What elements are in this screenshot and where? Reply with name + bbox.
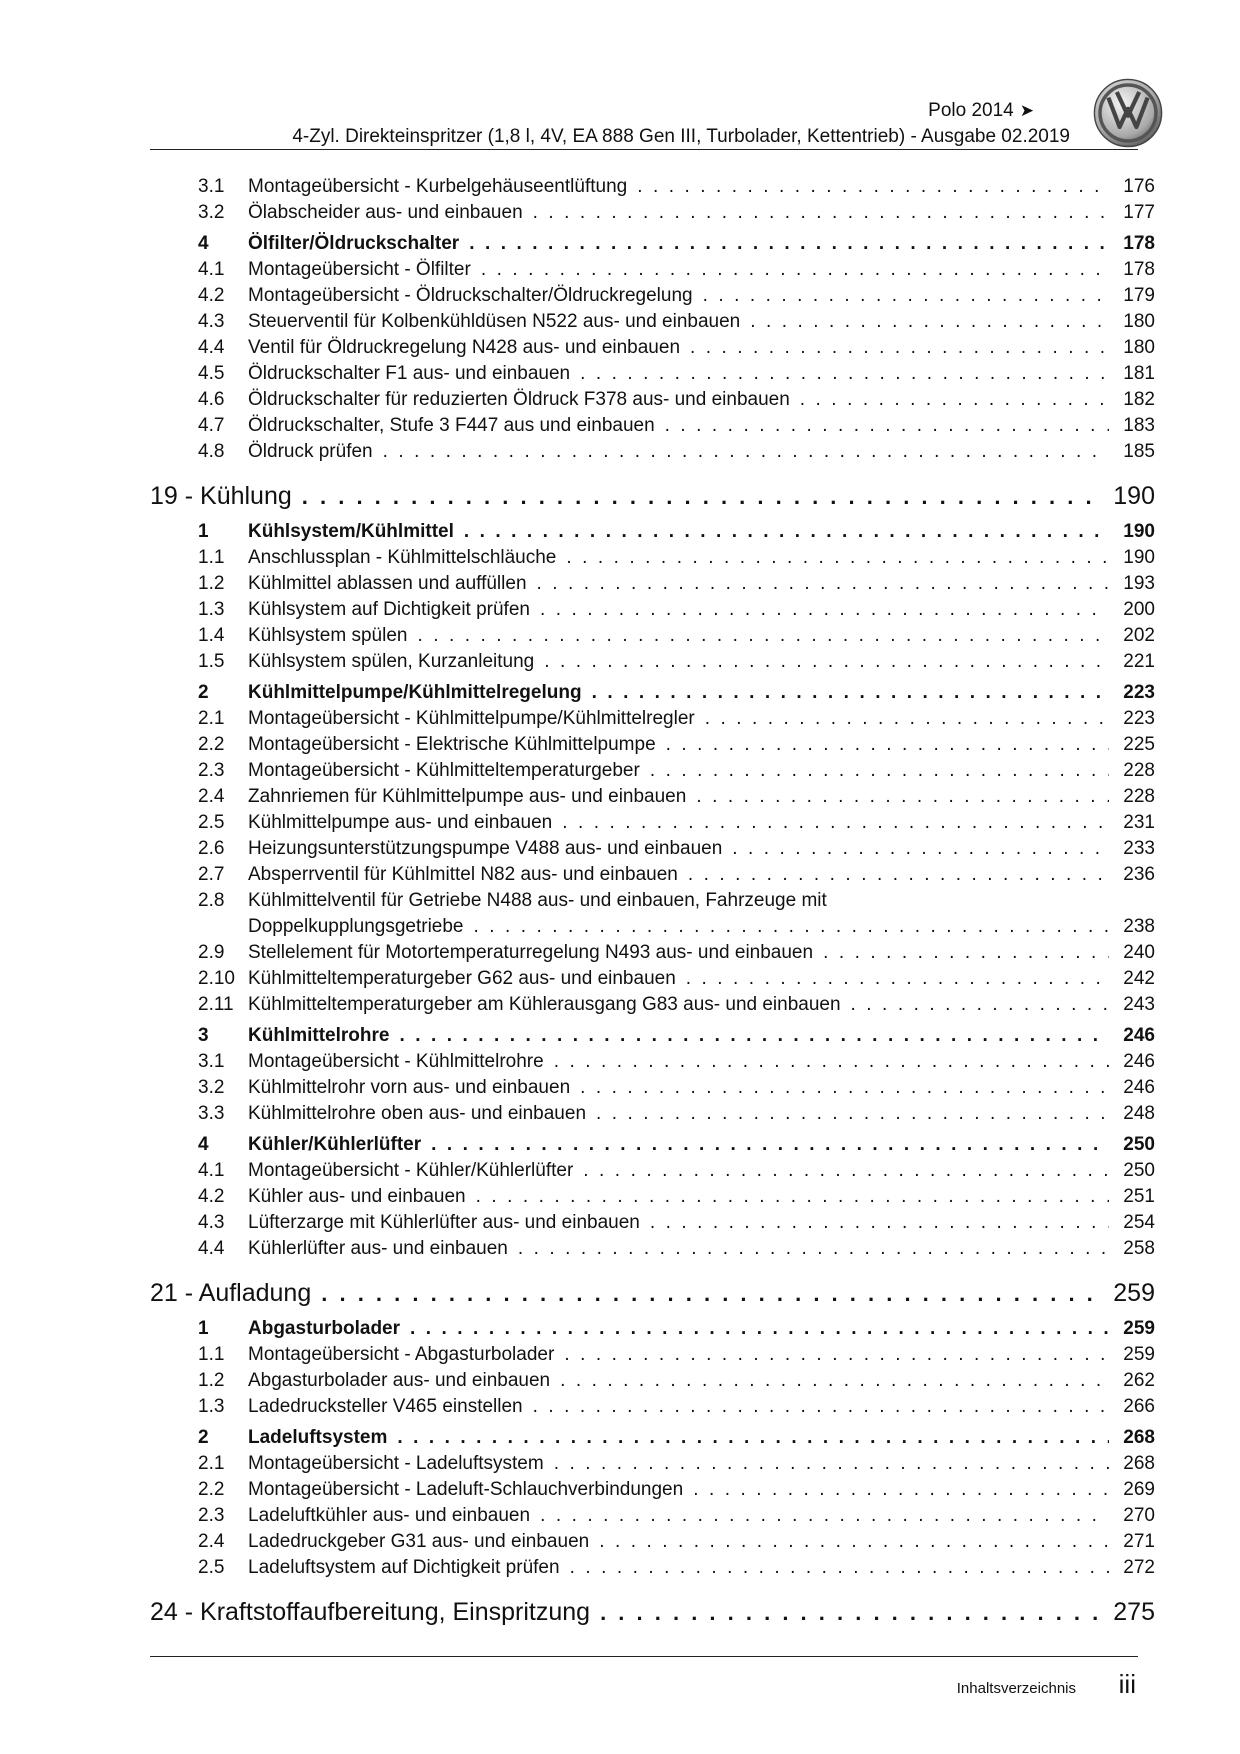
header-divider [150, 149, 1138, 150]
toc-page: 254 [1123, 1212, 1155, 1233]
toc-page: 268 [1123, 1427, 1155, 1448]
toc-entry[interactable] [150, 1049, 1155, 1075]
dot-leader [540, 597, 1109, 623]
dot-leader [469, 231, 1109, 257]
toc-number: 2.5 [198, 1557, 225, 1578]
dot-leader [570, 1555, 1109, 1581]
dot-leader [690, 335, 1109, 361]
toc-page: 233 [1123, 838, 1155, 859]
dot-leader [474, 914, 1110, 940]
dot-leader [688, 862, 1109, 888]
dot-leader [540, 1503, 1109, 1529]
dot-leader [666, 732, 1109, 758]
toc-number: 4.7 [198, 415, 225, 436]
toc-entry[interactable] [150, 439, 1155, 465]
toc-number: 3.1 [198, 176, 225, 197]
toc-page: 268 [1123, 1453, 1155, 1474]
toc-title: Kühlsystem/Kühlmittel [248, 521, 454, 542]
dot-leader [562, 810, 1109, 836]
toc-entry[interactable] [150, 1101, 1155, 1127]
toc-entry[interactable] [150, 1342, 1155, 1368]
toc-page: 269 [1123, 1479, 1155, 1500]
toc-number: 4.8 [198, 441, 225, 462]
toc-page: 182 [1123, 389, 1155, 410]
toc-page: 259 [1113, 1279, 1155, 1307]
toc-number: 1.3 [198, 599, 225, 620]
dot-leader [518, 1236, 1109, 1262]
dot-leader [686, 966, 1109, 992]
dot-leader [650, 758, 1109, 784]
toc-title: Kühlmitteltemperaturgeber G62 aus- und einbauen [248, 968, 676, 989]
toc-title: Kühlsystem spülen, Kurzanleitung [248, 651, 535, 672]
toc-page: 262 [1123, 1370, 1155, 1391]
toc-page: 177 [1123, 202, 1155, 223]
toc-page: 246 [1123, 1051, 1155, 1072]
toc-page: 271 [1123, 1531, 1155, 1552]
toc-entry[interactable] [150, 571, 1155, 597]
toc-entry[interactable] [150, 361, 1155, 387]
toc-title-continuation: Doppelkupplungsgetriebe [248, 916, 464, 937]
toc-title: Kühlsystem auf Dichtigkeit prüfen [248, 599, 530, 620]
toc-number: 1.1 [198, 1344, 225, 1365]
toc-title: Ölabscheider aus- und einbauen [248, 202, 523, 223]
toc-entry[interactable] [150, 862, 1155, 888]
dot-leader [397, 1425, 1109, 1451]
toc-number: 4.3 [198, 1212, 225, 1233]
toc-number: 4 [198, 1134, 209, 1155]
toc-page: 190 [1123, 547, 1155, 568]
dot-leader [321, 1277, 1103, 1311]
toc-page: 181 [1123, 363, 1155, 384]
dot-leader [600, 1596, 1103, 1630]
toc-section[interactable] [150, 680, 1155, 706]
toc-number: 2.1 [198, 1453, 225, 1474]
toc-entry[interactable] [150, 784, 1155, 810]
footer-page-number: iii [1118, 1669, 1136, 1699]
toc-entry[interactable] [150, 413, 1155, 439]
toc-page: 228 [1123, 760, 1155, 781]
toc-chapter[interactable] [150, 1595, 1155, 1630]
footer-divider [150, 1656, 1138, 1657]
dot-leader [596, 1101, 1109, 1127]
toc-page: 190 [1123, 521, 1155, 542]
toc-entry[interactable] [150, 1529, 1155, 1555]
next-arrow-icon: ➤ [1019, 101, 1034, 120]
toc-number: 2.8 [198, 890, 225, 911]
toc-page: 231 [1123, 812, 1155, 833]
toc-entry[interactable] [150, 545, 1155, 571]
toc-page: 193 [1123, 573, 1155, 594]
toc-number: 2 [198, 1427, 209, 1448]
dot-leader [417, 623, 1109, 649]
dot-leader [399, 1023, 1109, 1049]
toc-title: Montageübersicht - Kurbelgehäuseentlüftung [248, 176, 628, 197]
toc-title: Montageübersicht - Kühlmittelrohre [248, 1051, 544, 1072]
toc-page: 250 [1123, 1134, 1155, 1155]
toc-entry[interactable] [150, 1503, 1155, 1529]
toc-number: 1.4 [198, 625, 225, 646]
toc-entry[interactable] [150, 257, 1155, 283]
toc-title: Montageübersicht - Ladeluft-Schlauchverbindungen [248, 1479, 684, 1500]
toc-title: Kühlerlüfter aus- und einbauen [248, 1238, 508, 1259]
toc-entry[interactable] [150, 1184, 1155, 1210]
dot-leader [592, 680, 1109, 706]
toc-page: 202 [1123, 625, 1155, 646]
toc-entry[interactable] [150, 1368, 1155, 1394]
toc-page: 251 [1123, 1186, 1155, 1207]
toc-title: Ladedruckgeber G31 aus- und einbauen [248, 1531, 590, 1552]
header-model [928, 100, 1034, 122]
dot-leader [564, 1342, 1109, 1368]
toc-number: 1.2 [198, 1370, 225, 1391]
toc-title: Lüfterzarge mit Kühlerlüfter aus- und einbauen [248, 1212, 640, 1233]
toc-number: 4.5 [198, 363, 225, 384]
toc-page: 266 [1123, 1396, 1155, 1417]
toc-number: 1.2 [198, 573, 225, 594]
toc-section[interactable] [150, 231, 1155, 257]
toc-entry[interactable] [150, 1394, 1155, 1420]
toc-entry[interactable] [150, 597, 1155, 623]
toc-page: 246 [1123, 1025, 1155, 1046]
toc-entry[interactable] [150, 387, 1155, 413]
toc-page: 250 [1123, 1160, 1155, 1181]
toc-title: Ladedrucksteller V465 einstellen [248, 1396, 523, 1417]
toc-page: 242 [1123, 968, 1155, 989]
toc-page: 258 [1123, 1238, 1155, 1259]
toc-number: 4.3 [198, 311, 225, 332]
toc-title: Kühlmittelrohre [248, 1025, 390, 1046]
toc-title: Montageübersicht - Ölfilter [248, 259, 471, 280]
dot-leader [481, 257, 1109, 283]
toc-page: 236 [1123, 864, 1155, 885]
toc-title: Kühlmittelrohre oben aus- und einbauen [248, 1103, 587, 1124]
dot-leader [464, 519, 1109, 545]
dot-leader [533, 200, 1109, 226]
toc-page: 179 [1123, 285, 1155, 306]
dot-leader [732, 836, 1109, 862]
dot-leader [703, 283, 1109, 309]
dot-leader [554, 1049, 1109, 1075]
toc-number: 4.6 [198, 389, 225, 410]
dot-leader [533, 1394, 1109, 1420]
toc-page: 243 [1123, 994, 1155, 1015]
table-of-contents [150, 174, 1155, 1632]
dot-leader [599, 1529, 1109, 1555]
toc-entry[interactable] [150, 309, 1155, 335]
toc-section[interactable] [150, 1425, 1155, 1451]
toc-title: Montageübersicht - Kühlmittelpumpe/Kühlmittelregler [248, 708, 695, 729]
toc-page: 223 [1123, 682, 1155, 703]
toc-title: Stellelement für Motortemperaturregelung N493 aus- und einbauen [248, 942, 814, 963]
toc-title: Absperrventil für Kühlmittel N82 aus- und einbauen [248, 864, 678, 885]
toc-title: Zahnriemen für Kühlmittelpumpe aus- und einbauen [248, 786, 687, 807]
dot-leader [302, 480, 1104, 514]
toc-title: Heizungsunterstützungspumpe V488 aus- und einbauen [248, 838, 723, 859]
toc-page: 259 [1123, 1318, 1155, 1339]
toc-page: 178 [1123, 259, 1155, 280]
toc-entry[interactable] [150, 200, 1155, 226]
toc-number: 1 [198, 1318, 209, 1339]
toc-title: Abgasturbolader aus- und einbauen [248, 1370, 551, 1391]
toc-title: Öldruck prüfen [248, 441, 373, 462]
toc-entry[interactable] [150, 836, 1155, 862]
toc-title: Kühlmittelventil für Getriebe N488 aus- und einbauen, Fahrzeuge mit [248, 890, 827, 911]
toc-number: 1.3 [198, 1396, 225, 1417]
toc-number: 4.1 [198, 259, 225, 280]
toc-title: Montageübersicht - Ladeluftsystem [248, 1453, 544, 1474]
toc-entry-continuation[interactable] [150, 914, 1155, 940]
toc-number: 2.4 [198, 1531, 225, 1552]
toc-title: 24 - Kraftstoffaufbereitung, Einspritzung [150, 1598, 591, 1626]
toc-number: 1 [198, 521, 209, 542]
toc-number: 3.2 [198, 1077, 225, 1098]
toc-title: Ölfilter/Öldruckschalter [248, 233, 460, 254]
toc-section[interactable] [150, 1023, 1155, 1049]
toc-entry[interactable] [150, 1158, 1155, 1184]
toc-title: Montageübersicht - Elektrische Kühlmittelpumpe [248, 734, 656, 755]
toc-number: 2.4 [198, 786, 225, 807]
toc-page: 200 [1123, 599, 1155, 620]
toc-title: Steuerventil für Kolbenkühldüsen N522 aus- und einbauen [248, 311, 741, 332]
toc-entry[interactable] [150, 1555, 1155, 1581]
toc-page: 246 [1123, 1077, 1155, 1098]
toc-title: Anschlussplan - Kühlmittelschläuche [248, 547, 557, 568]
toc-page: 238 [1123, 916, 1155, 937]
dot-leader [650, 1210, 1109, 1236]
toc-title: Ladeluftsystem [248, 1427, 388, 1448]
toc-title: Montageübersicht - Öldruckschalter/Öldruckregelung [248, 285, 693, 306]
toc-title: 21 - Aufladung [150, 1279, 312, 1307]
toc-entry[interactable] [150, 335, 1155, 361]
toc-page: 248 [1123, 1103, 1155, 1124]
toc-page: 223 [1123, 708, 1155, 729]
dot-leader [693, 1477, 1109, 1503]
toc-number: 2 [198, 682, 209, 703]
dot-leader [537, 571, 1109, 597]
toc-title: Kühler/Kühlerlüfter [248, 1134, 422, 1155]
dot-leader [851, 992, 1109, 1018]
dot-leader [431, 1132, 1109, 1158]
toc-number: 2.1 [198, 708, 225, 729]
dot-leader [580, 1075, 1109, 1101]
toc-page: 180 [1123, 311, 1155, 332]
toc-number: 4.4 [198, 337, 225, 358]
toc-title: Kühlmitteltemperaturgeber am Kühlerausgang G83 aus- und einbauen [248, 994, 841, 1015]
toc-page: 178 [1123, 233, 1155, 254]
dot-leader [705, 706, 1109, 732]
toc-number: 2.10 [198, 968, 235, 989]
toc-entry[interactable] [150, 174, 1155, 200]
dot-leader [383, 439, 1109, 465]
toc-entry[interactable] [150, 649, 1155, 675]
toc-page: 225 [1123, 734, 1155, 755]
dot-leader [554, 1451, 1109, 1477]
toc-page: 270 [1123, 1505, 1155, 1526]
toc-title: Kühlmittel ablassen und auffüllen [248, 573, 527, 594]
dot-leader [476, 1184, 1109, 1210]
toc-entry[interactable] [150, 940, 1155, 966]
toc-title: Kühlsystem spülen [248, 625, 408, 646]
toc-entry[interactable] [150, 1210, 1155, 1236]
toc-number: 2.11 [198, 994, 234, 1015]
toc-page: 180 [1123, 337, 1155, 358]
toc-number: 3.2 [198, 202, 225, 223]
toc-title: Ventil für Öldruckregelung N428 aus- und einbauen [248, 337, 681, 358]
toc-number: 2.3 [198, 760, 225, 781]
toc-entry[interactable] [150, 1451, 1155, 1477]
toc-number: 2.6 [198, 838, 225, 859]
toc-title: Montageübersicht - Kühlmitteltemperaturgeber [248, 760, 640, 781]
vw-logo-icon [1093, 78, 1163, 148]
dot-leader [800, 387, 1109, 413]
dot-leader [566, 545, 1109, 571]
toc-number: 1.5 [198, 651, 225, 672]
toc-entry[interactable] [150, 966, 1155, 992]
toc-title: Öldruckschalter für reduzierten Öldruck F378 aus- und einbauen [248, 389, 790, 410]
toc-title: Montageübersicht - Kühler/Kühlerlüfter [248, 1160, 574, 1181]
toc-title: Abgasturbolader [248, 1318, 401, 1339]
toc-number: 4.1 [198, 1160, 225, 1181]
toc-page: 272 [1123, 1557, 1155, 1578]
dot-leader [580, 361, 1109, 387]
toc-page: 221 [1123, 651, 1155, 672]
toc-entry[interactable] [150, 623, 1155, 649]
toc-title: Kühlmittelpumpe/Kühlmittelregelung [248, 682, 582, 703]
dot-leader [665, 413, 1109, 439]
toc-page: 183 [1123, 415, 1155, 436]
toc-number: 3.3 [198, 1103, 225, 1124]
toc-entry[interactable] [150, 1236, 1155, 1262]
toc-entry[interactable] [150, 732, 1155, 758]
toc-number: 2.9 [198, 942, 225, 963]
toc-page: 228 [1123, 786, 1155, 807]
toc-section[interactable] [150, 1132, 1155, 1158]
toc-section[interactable] [150, 1316, 1155, 1342]
toc-title: Ladeluftsystem auf Dichtigkeit prüfen [248, 1557, 560, 1578]
toc-title: Kühlmittelrohr vorn aus- und einbauen [248, 1077, 571, 1098]
toc-entry[interactable] [150, 888, 1155, 914]
dot-leader [410, 1316, 1109, 1342]
toc-number: 2.2 [198, 734, 225, 755]
dot-leader [823, 940, 1109, 966]
toc-entry[interactable] [150, 706, 1155, 732]
toc-entry[interactable] [150, 1075, 1155, 1101]
toc-title: Öldruckschalter F1 aus- und einbauen [248, 363, 571, 384]
model-title: Polo 2014 [928, 100, 1014, 121]
toc-page: 259 [1123, 1344, 1155, 1365]
toc-page: 275 [1113, 1598, 1155, 1626]
footer-label: Inhaltsverzeichnis [956, 1680, 1076, 1697]
toc-number: 4.4 [198, 1238, 225, 1259]
dot-leader [583, 1158, 1109, 1184]
toc-number: 2.2 [198, 1479, 225, 1500]
toc-number: 3.1 [198, 1051, 225, 1072]
dot-leader [560, 1368, 1109, 1394]
header-subtitle: 4-Zyl. Direkteinspritzer (1,8 l, 4V, EA 888 Gen III, Turbolader, Kettentrieb) - Ausgabe 02.2019 [292, 126, 1070, 147]
toc-number: 3 [198, 1025, 209, 1046]
toc-number: 4.2 [198, 1186, 225, 1207]
toc-entry[interactable] [150, 758, 1155, 784]
toc-entry[interactable] [150, 1477, 1155, 1503]
dot-leader [637, 174, 1109, 200]
toc-entry[interactable] [150, 810, 1155, 836]
toc-number: 2.7 [198, 864, 225, 885]
toc-page: 185 [1123, 441, 1155, 462]
toc-number: 4 [198, 233, 209, 254]
toc-title: Ladeluftkühler aus- und einbauen [248, 1505, 531, 1526]
toc-entry[interactable] [150, 283, 1155, 309]
toc-title: Öldruckschalter, Stufe 3 F447 aus und einbauen [248, 415, 655, 436]
toc-number: 2.5 [198, 812, 225, 833]
toc-number: 4.2 [198, 285, 225, 306]
toc-title: 19 - Kühlung [150, 482, 292, 510]
toc-number: 2.3 [198, 1505, 225, 1526]
toc-entry[interactable] [150, 992, 1155, 1018]
dot-leader [750, 309, 1109, 335]
toc-page: 190 [1113, 482, 1155, 510]
dot-leader [696, 784, 1109, 810]
toc-title: Kühler aus- und einbauen [248, 1186, 466, 1207]
toc-chapter[interactable] [150, 1276, 1155, 1311]
toc-page: 240 [1123, 942, 1155, 963]
toc-section[interactable] [150, 519, 1155, 545]
toc-page: 176 [1123, 176, 1155, 197]
dot-leader [544, 649, 1109, 675]
toc-chapter[interactable] [150, 479, 1155, 514]
toc-title: Kühlmittelpumpe aus- und einbauen [248, 812, 553, 833]
toc-title: Montageübersicht - Abgasturbolader [248, 1344, 555, 1365]
toc-number: 1.1 [198, 547, 225, 568]
